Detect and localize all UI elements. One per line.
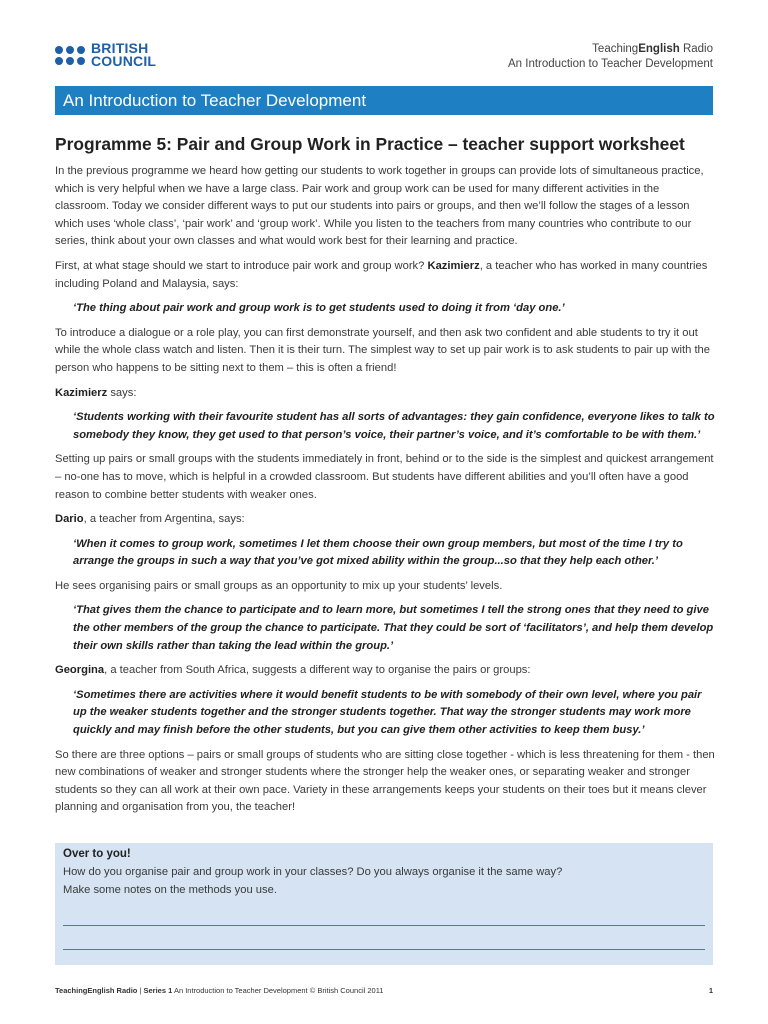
box-instructions: How do you organise pair and group work in your classes? Do you always organise it the same way? Make some notes on the methods you use. [63,866,563,896]
note-line-1[interactable] [63,925,705,926]
over-to-you-box [55,843,713,965]
paragraph-5: He sees organising pairs or small groups as an opportunity to mix up your students’ levels. [55,579,503,592]
speaker-kazimierz: Kazimierz says: [55,386,137,399]
note-line-2[interactable] [63,949,705,950]
page-number: 1 [708,986,713,995]
quote-5: ‘Sometimes there are activities where it would benefit students to be with somebody of their own level, where you pair up the weaker students together and the stronger students together. That way the stronger students may work more quickly and may finish before the other students, but you can give them other activities to keep them busy.’ [73,688,702,737]
worksheet-body [55,163,715,824]
page-title: Programme 5: Pair and Group Work in Practice – teacher support worksheet [55,134,685,154]
header-info [508,42,713,72]
paragraph-6: So there are three options – pairs or small groups of students who are sitting close together - which is less threatening for them - then new combinations of weaker and stronger students where the stronger help the weaker ones, or separating weaker and stronger students so they can all work at their own pace. Variety in these arrangements keeps your students on their toes but it means clever planning and organisation from you, the teacher! [55,748,715,814]
header-brand: TeachingEnglish Radio [592,43,713,55]
page-footer: TeachingEnglish Radio | Series 1 An Introduction to Teacher Development © British Council 2011 1 [55,986,713,995]
quote-4: ‘That gives them the chance to participate and to learn more, but sometimes I tell the strong ones that they need to give the other members of the group the chance to participate. That they could be sort of ‘facilitators’, and help them develop their own skills rather than taking the lead within the group.’ [73,604,714,652]
paragraph-4: Setting up pairs or small groups with the students immediately in front, behind or to the side is the simplest and quickest arrangement – no-one has to move, which is helpful in a crowded classroom. But students have different abilities and you’ll often have a good reason to combine better students with weaker ones. [55,453,714,501]
speaker-georgina: Georgina, a teacher from South Africa, suggests a different way to organise the pairs or groups: [55,664,531,677]
british-council-logo [55,42,156,68]
speaker-dario: Dario, a teacher from Argentina, says: [55,513,245,526]
logo-dots-icon [55,46,85,65]
header-subtitle: An Introduction to Teacher Development [508,58,713,70]
quote-3: ‘When it comes to group work, sometimes I let them choose their own group members, but most of the time I try to arrange the groups in such a way that you’ve got mixed ability within the group...so that they help each other.’ [73,537,683,568]
paragraph-2: First, at what stage should we start to introduce pair work and group work? Kazimierz, a teacher who has worked in many countries including Poland and Malaysia, says: [55,259,708,290]
box-title: Over to you! [63,848,131,860]
quote-2: ‘Students working with their favourite student has all sorts of advantages: they gain confidence, everyone likes to talk to somebody they know, they get used to that person’s voice, their partner’s voice, and it’s comfortable to be with them.’ [73,411,715,441]
logo-text: BRITISH COUNCIL [91,40,157,69]
intro-paragraph: In the previous programme we heard how getting our students to work together in groups can provide lots of simultaneous practice, which is very helpful when we have a large class. Pair work and group work can be used for many different activities in the classroom. Today we consider different ways to put our students into pairs or groups, and then we’ll follow the stages of a lesson which uses ‘whole class’, ‘pair work’ and ‘group work’. While you listen to the teachers from many countries who contribute to our series, think about your own classes and what would work best for their learning and practice. [55,165,704,248]
quote-1: ‘The thing about pair work and group work is to get students used to doing it from ‘day one.’ [73,302,565,315]
paragraph-3: To introduce a dialogue or a role play, you can first demonstrate yourself, and then ask two confident and able students to try it out while the whole class watch and listen. Then it is their turn. The simplest way to set up pair work is to ask students to pair up with the person who happens to be sitting next to them – this is often a friend! [55,326,710,374]
course-banner [55,86,713,115]
banner-title: An Introduction to Teacher Development [63,91,367,110]
